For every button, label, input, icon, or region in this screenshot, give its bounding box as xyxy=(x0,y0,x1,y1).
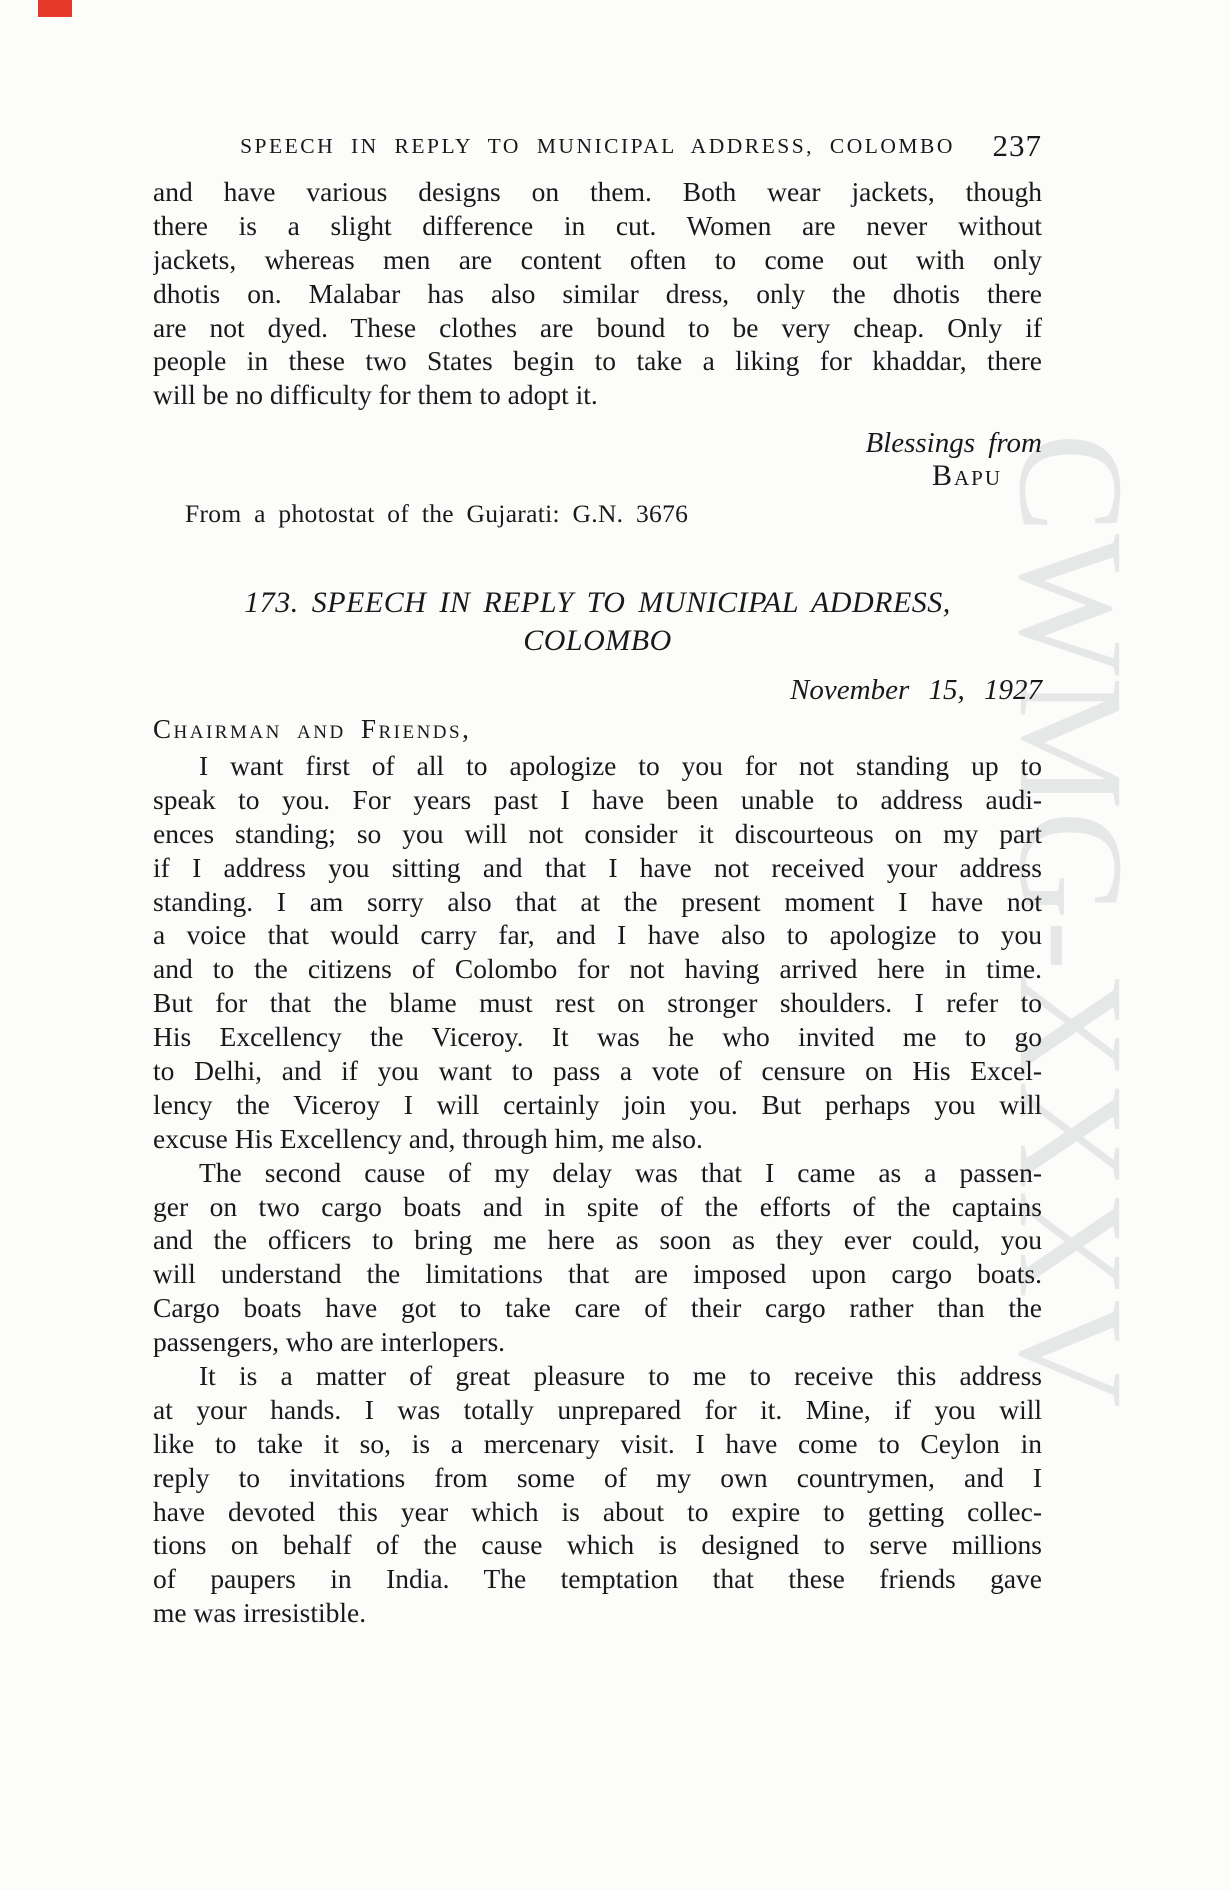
source-note: From a photostat of the Gujarati: G.N. 3676 xyxy=(185,499,689,528)
running-header-title: SPEECH IN REPLY TO MUNICIPAL ADDRESS, COLOMBO xyxy=(240,134,955,158)
text-line: It is a matter of great pleasure to me to receive this address xyxy=(199,1360,1042,1392)
text-line: and to the citizens of Colombo for not having arrived here in time. xyxy=(153,953,1042,985)
text-line: me was irresistible. xyxy=(153,1597,367,1629)
text-line: are not dyed. These clothes are bound to be very cheap. Only if xyxy=(153,311,1042,343)
dateline: November 15, 1927 xyxy=(790,674,1042,706)
text-line: will be no difficulty for them to adopt it. xyxy=(153,379,598,411)
paragraph xyxy=(153,749,1042,1156)
paragraph-continuation xyxy=(153,175,1042,412)
text-line: ences standing; so you will not consider it discourteous on my part xyxy=(153,817,1042,849)
text-line: a voice that would carry far, and I have also to apologize to you xyxy=(153,919,1042,951)
text-line: if I address you sitting and that I have not received your address xyxy=(153,851,1042,883)
signature-valediction: Blessings from xyxy=(865,427,1042,459)
text-line: at your hands. I was totally unprepared for it. Mine, if you will xyxy=(153,1393,1042,1425)
signature-name: Bapu xyxy=(931,459,1002,492)
text-line: I want first of all to apologize to you for not standing up to xyxy=(199,750,1042,781)
text-line: passengers, who are interlopers. xyxy=(153,1326,506,1358)
text-line: jackets, whereas men are content often to come out with only xyxy=(153,243,1042,275)
page-header xyxy=(153,130,1042,164)
salutation: Chairman and Friends, xyxy=(153,714,472,744)
text-line: The second cause of my delay was that I came as a passen- xyxy=(199,1156,1042,1188)
text-line: people in these two States begin to take a liking for khaddar, there xyxy=(153,345,1042,377)
text-line: to Delhi, and if you want to pass a vote of censure on His Excel- xyxy=(153,1055,1042,1087)
speech-body xyxy=(153,749,1042,1630)
red-bookmark-mark xyxy=(38,0,72,17)
text-line: have devoted this year which is about to expire to getting collec- xyxy=(153,1495,1042,1527)
text-line: His Excellency the Viceroy. It was he who invited me to go xyxy=(153,1021,1042,1053)
text-line: like to take it so, is a mercenary visit. I have come to Ceylon in xyxy=(153,1427,1042,1459)
text-line: Cargo boats have got to take care of their cargo rather than the xyxy=(153,1292,1042,1324)
section-heading xyxy=(153,584,1042,659)
text-line: standing. I am sorry also that at the present moment I have not xyxy=(153,885,1042,917)
text-line: ger on two cargo boats and in spite of the efforts of the captains xyxy=(153,1190,1042,1222)
text-line: reply to invitations from some of my own countrymen, and I xyxy=(153,1461,1042,1493)
section-heading-line1: 173. SPEECH IN REPLY TO MUNICIPAL ADDRESS, xyxy=(244,586,951,619)
section-heading-line2: COLOMBO xyxy=(523,623,672,657)
text-line: dhotis on. Malabar has also similar dress, only the dhotis there xyxy=(153,277,1042,309)
text-line: lency the Viceroy I will certainly join you. But perhaps you will xyxy=(153,1088,1042,1120)
text-line: excuse His Excellency and, through him, me also. xyxy=(153,1122,703,1154)
volume-watermark: CWMG-XXXV xyxy=(988,433,1154,1409)
paragraph xyxy=(153,1359,1042,1630)
text-line: there is a slight difference in cut. Women are never without xyxy=(153,209,1042,241)
paragraph xyxy=(153,1156,1042,1359)
text-line: of paupers in India. The temptation that these friends gave xyxy=(153,1563,1042,1595)
text-line: tions on behalf of the cause which is designed to serve millions xyxy=(153,1529,1042,1561)
text-line: will understand the limitations that are imposed upon cargo boats. xyxy=(153,1258,1042,1290)
text-line: But for that the blame must rest on stronger shoulders. I refer to xyxy=(153,987,1042,1019)
page-number: 237 xyxy=(992,128,1042,163)
text-line: speak to you. For years past I have been unable to address audi- xyxy=(153,783,1042,815)
text-line: and the officers to bring me here as soon as they ever could, you xyxy=(153,1224,1042,1256)
text-line: and have various designs on them. Both wear jackets, though xyxy=(153,176,1042,207)
